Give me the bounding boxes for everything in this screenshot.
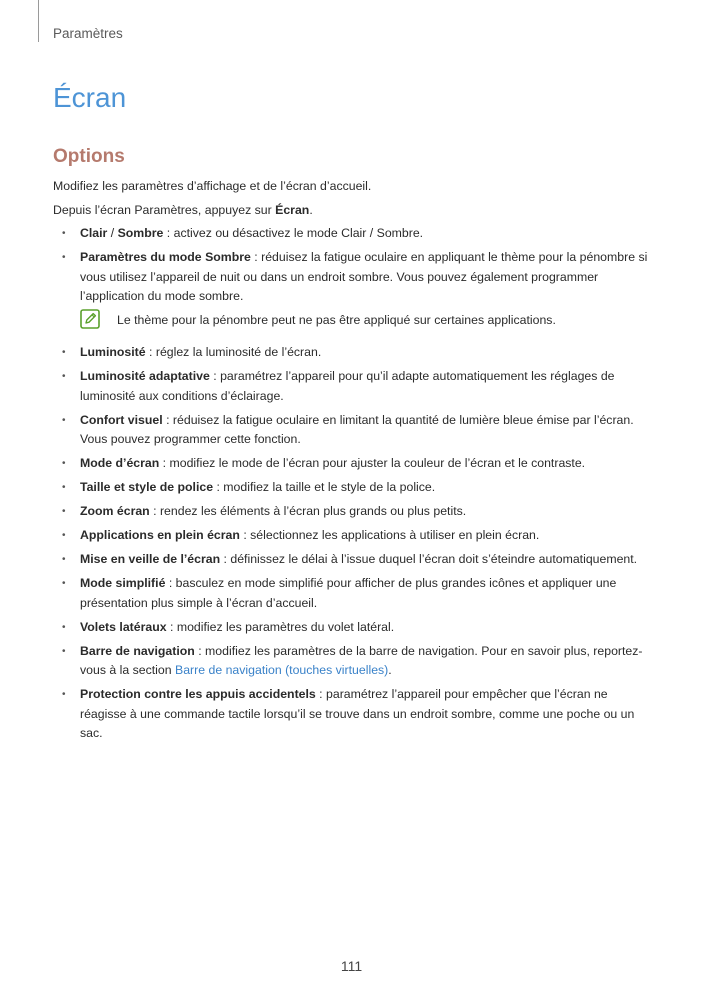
list-item-mise-en-veille xyxy=(53,550,653,570)
item-label: Zoom écran xyxy=(80,504,150,518)
list-item-luminosite xyxy=(53,343,653,363)
item-label: Luminosité adaptative xyxy=(80,369,210,383)
list-item-zoom-ecran xyxy=(53,502,653,522)
item-label: Barre de navigation xyxy=(80,643,195,658)
main-content xyxy=(53,177,653,748)
header-divider xyxy=(38,0,39,42)
options-list xyxy=(53,224,653,307)
barre-navigation-link[interactable]: Barre de navigation (touches virtuelles) xyxy=(175,663,389,677)
list-item-confort-visuel xyxy=(53,411,653,450)
note-box xyxy=(53,311,653,333)
item-label: Mode simplifié xyxy=(80,576,166,590)
item-label: Luminosité xyxy=(80,345,146,359)
note-text: Le thème pour la pénombre peut ne pas être appliqué sur certaines applications. xyxy=(117,313,556,327)
list-item-protection-appuis xyxy=(53,685,653,744)
instruction-bold: Écran xyxy=(275,202,310,217)
list-item-barre-navigation xyxy=(53,642,653,681)
options-list-continued xyxy=(53,343,653,744)
item-label: Paramètres du mode Sombre xyxy=(80,250,251,264)
item-description: : réduisez la fatigue oculaire en limitant la quantité de lumière bleue émise par l’écran. Vous pouvez programmer cette fonction. xyxy=(80,412,634,446)
instruction-suffix: . xyxy=(309,202,313,217)
item-description: : basculez en mode simplifié pour afficher de plus grandes icônes et appliquer une présentation plus simple à l’écran d’accueil. xyxy=(80,576,617,610)
list-item-parametres-mode-sombre xyxy=(53,248,653,307)
item-label: Taille et style de police xyxy=(80,480,214,494)
item-description: : paramétrez l’appareil pour empêcher que l’écran ne réagisse à une commande tactile lorsqu’il se trouve dans un endroit sombre, comme une poche ou un sac. xyxy=(80,687,635,740)
instruction-text xyxy=(53,201,653,221)
item-label: Mise en veille de l’écran xyxy=(80,552,221,566)
list-item-applications-plein-ecran xyxy=(53,526,653,546)
section-title: Options xyxy=(53,146,125,167)
list-item-volets-lateraux xyxy=(53,618,653,638)
page-number: 111 xyxy=(340,958,363,974)
item-label: Clair xyxy=(80,226,108,240)
item-label: Protection contre les appuis accidentels xyxy=(80,687,316,701)
list-item-mode-ecran xyxy=(53,454,653,474)
item-description: : sélectionnez les applications à utiliser en plein écran. xyxy=(239,528,540,542)
item-description: : modifiez le mode de l’écran pour ajuster la couleur de l’écran et le contraste. xyxy=(159,456,586,470)
item-description: : définissez le délai à l’issue duquel l’écran doit s’éteindre automatiquement. xyxy=(220,552,638,566)
list-item-taille-style-police xyxy=(53,478,653,498)
page-title: Écran xyxy=(53,82,127,113)
item-description-end: . xyxy=(388,663,392,677)
item-label: Volets latéraux xyxy=(80,619,167,634)
header-section-label: Paramètres xyxy=(53,26,123,41)
item-description: : activez ou désactivez le mode Clair / Sombre. xyxy=(163,226,424,240)
item-label: Sombre xyxy=(117,226,164,240)
intro-text: Modifiez les paramètres d’affichage et de l’écran d’accueil. xyxy=(53,179,372,193)
list-item-clair-sombre xyxy=(53,224,653,244)
item-separator: / xyxy=(107,226,118,240)
item-label: Applications en plein écran xyxy=(80,528,240,542)
item-description: : modifiez les paramètres de la barre de navigation. Pour en savoir plus, reportez-vous à la section xyxy=(80,643,643,677)
item-description: : réglez la luminosité de l’écran. xyxy=(145,345,322,359)
list-item-luminosite-adaptative xyxy=(53,367,653,406)
item-label: Mode d’écran xyxy=(80,456,160,470)
item-label: Confort visuel xyxy=(80,412,163,427)
item-description: : modifiez les paramètres du volet latéral. xyxy=(166,619,395,634)
note-pencil-icon xyxy=(80,309,100,329)
item-description: : paramétrez l’appareil pour qu’il adapte automatiquement les réglages de luminosité aux conditions d’éclairage. xyxy=(80,369,615,403)
list-item-mode-simplifie xyxy=(53,574,653,613)
instruction-prefix: Depuis l’écran Paramètres, appuyez sur xyxy=(53,202,276,217)
item-description: : réduisez la fatigue oculaire en appliquant le thème pour la pénombre si vous utilisez l’appareil de nuit ou dans un endroit sombre. Vous pouvez également programmer l’application du mode sombre. xyxy=(80,250,648,303)
item-description: : rendez les éléments à l’écran plus grands ou plus petits. xyxy=(149,504,467,518)
item-description: : modifiez la taille et le style de la police. xyxy=(213,480,436,494)
